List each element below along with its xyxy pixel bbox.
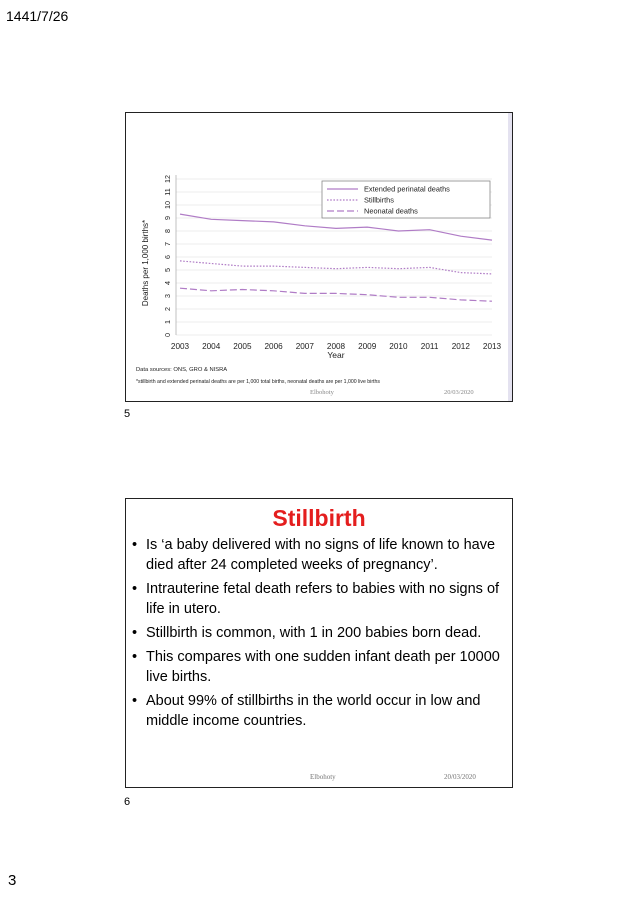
chart-note-sources: Data sources: ONS, GRO & NISRA xyxy=(136,367,228,373)
x-tick-label: 2010 xyxy=(389,342,408,351)
y-tick-label: 0 xyxy=(163,333,172,337)
chart-series xyxy=(180,214,492,301)
header-date: 1441/7/26 xyxy=(6,8,69,24)
y-axis-ticks xyxy=(163,175,172,337)
y-tick-label: 9 xyxy=(163,216,172,220)
y-tick-label: 8 xyxy=(163,229,172,233)
x-tick-label: 2013 xyxy=(482,342,502,351)
chart-note-footnote: *stillbirth and extended perinatal deaths are per 1,000 total births, neonatal deaths are per 1,000 live births xyxy=(136,379,380,385)
x-tick-label: 2011 xyxy=(420,342,439,351)
slide-footer-author: Elbohoty xyxy=(310,389,334,396)
x-tick-label: 2007 xyxy=(295,342,314,351)
page-number: 3 xyxy=(8,872,17,889)
bullet-item: • Stillbirth is common, with 1 in 200 babies born dead. xyxy=(130,623,506,643)
legend-label: Neonatal deaths xyxy=(364,206,418,216)
bullet-item: • About 99% of stillbirths in the world occur in low and middle income countries. xyxy=(130,691,506,731)
x-tick-label: 2008 xyxy=(326,342,346,351)
x-tick-label: 2012 xyxy=(451,342,470,351)
slide-number: 6 xyxy=(124,796,131,808)
legend-label: Stillbirths xyxy=(364,195,394,205)
x-axis-label: Year xyxy=(327,350,345,360)
y-tick-label: 11 xyxy=(163,188,172,196)
slide-footer-date: 20/03/2020 xyxy=(444,389,474,396)
x-tick-label: 2004 xyxy=(202,342,221,351)
y-tick-label: 10 xyxy=(163,201,172,209)
bullet-item: • Intrauterine fetal death refers to babies with no signs of life in utero. xyxy=(130,579,506,619)
y-tick-label: 7 xyxy=(163,242,172,246)
legend-label: Extended perinatal deaths xyxy=(364,184,450,194)
slide-stillbirth xyxy=(125,498,513,788)
y-tick-label: 5 xyxy=(163,268,172,272)
x-tick-label: 2009 xyxy=(358,342,377,351)
y-tick-label: 4 xyxy=(163,281,172,285)
slide-title: Stillbirth xyxy=(272,505,366,531)
chart-legend xyxy=(322,181,490,218)
bullet-item: • Is ‘a baby delivered with no signs of life known to have died after 24 completed weeks of pregnancy’. xyxy=(130,535,506,575)
slide-footer-author: Elbohoty xyxy=(310,773,336,781)
x-tick-label: 2005 xyxy=(233,342,252,351)
y-tick-label: 2 xyxy=(163,307,172,311)
y-tick-label: 12 xyxy=(163,175,172,183)
slide-number: 5 xyxy=(124,408,131,420)
x-tick-label: 2003 xyxy=(170,342,190,351)
series-line-stillbirths xyxy=(180,261,492,274)
y-tick-label: 3 xyxy=(163,294,172,298)
slide-chart xyxy=(125,112,513,402)
bullet-item: • This compares with one sudden infant death per 10000 live births. xyxy=(130,647,506,687)
line-chart xyxy=(126,113,512,401)
bullet-list xyxy=(130,535,506,735)
x-tick-label: 2006 xyxy=(264,342,283,351)
y-axis-label: Deaths per 1,000 births* xyxy=(141,219,150,307)
slide-footer-date: 20/03/2020 xyxy=(444,773,476,781)
y-tick-label: 1 xyxy=(163,320,172,324)
y-tick-label: 6 xyxy=(163,255,172,259)
series-line-neonatal-deaths xyxy=(180,288,492,301)
